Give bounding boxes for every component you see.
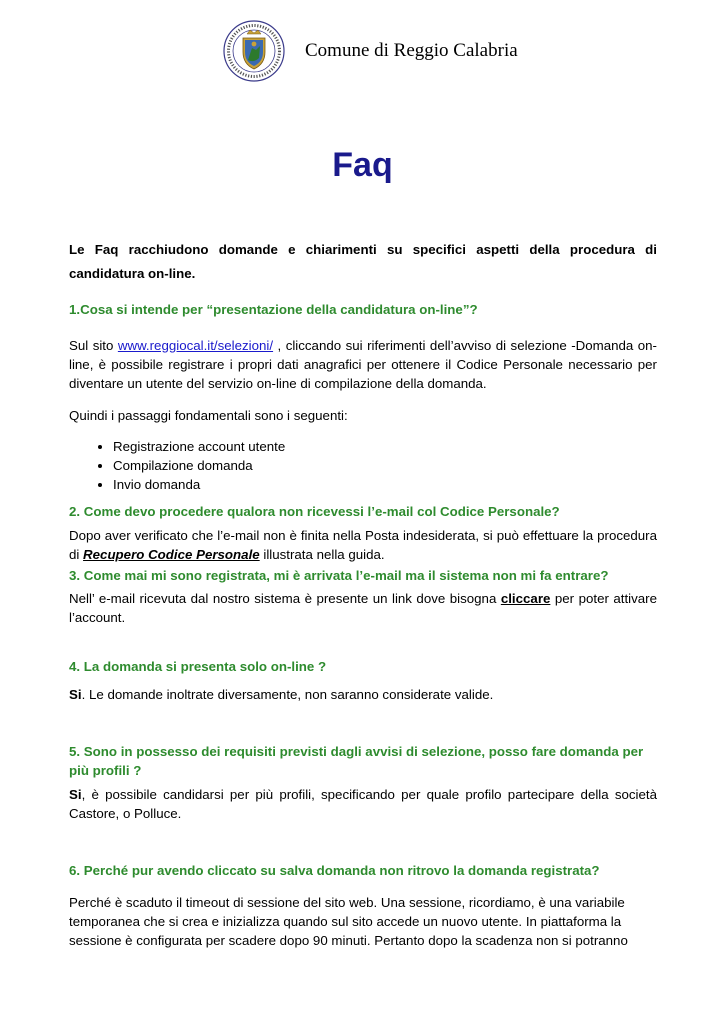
steps-list	[69, 437, 657, 494]
answer-text: , cliccando sui riferimenti dell’avviso di selezione -Domanda on-line, è possibile registrare i propri dati anagrafici per ottenere il Codice Personale necessario per diventare un utente del servizio on-line di compilazione della domanda.	[69, 338, 657, 391]
list-item: • Compilazione domanda	[113, 456, 657, 475]
answer-bold: Si	[69, 787, 82, 802]
faq-answer-3	[69, 589, 657, 627]
answer-emphasis: Recupero Codice Personale	[83, 547, 260, 562]
faq-answer-5	[69, 785, 657, 823]
faq-answer-4	[69, 685, 657, 704]
answer-text: illustrata nella guida.	[259, 547, 385, 562]
list-item: • Invio domanda	[113, 475, 657, 494]
answer-emphasis: cliccare	[500, 591, 551, 606]
answer-text: . Le domande inoltrate diversamente, non saranno considerate valide.	[81, 687, 494, 702]
answer-text: Nell’ e-mail ricevuta dal nostro sistema è presente un link dove bisogna	[69, 591, 501, 606]
municipality-name: Comune di Reggio Calabria	[305, 40, 518, 61]
faq-question-1: 1.Cosa si intende per “presentazione della candidatura on-line”?	[69, 302, 478, 317]
faq-question-3: 3. Come mai mi sono registrata, mi è arrivata l’e-mail ma il sistema non mi fa entrare?	[69, 568, 609, 583]
faq-question-6: 6. Perché pur avendo cliccato su salva domanda non ritrovo la domanda registrata?	[69, 863, 600, 878]
intro-text: Le Faq racchiudono domande e chiarimenti su specifici aspetti della procedura di candidatura on-line.	[69, 242, 657, 281]
list-item: • Registrazione account utente	[113, 437, 657, 456]
faq-question-5: 5. Sono in possesso dei requisiti previsti dagli avvisi di selezione, posso fare domanda per più profili ?	[69, 744, 644, 778]
page-header	[223, 20, 533, 84]
page-title: Faq	[332, 146, 393, 184]
municipal-seal-icon	[223, 20, 285, 82]
steps-intro: Quindi i passaggi fondamentali sono i seguenti:	[69, 408, 348, 423]
answer-text: Sul sito	[69, 338, 118, 353]
answer-text: Dopo aver verificato che l’e-mail non è finita nella Posta indesiderata, si può effettuare la procedura di	[69, 528, 657, 562]
selezioni-link[interactable]: www.reggiocal.it/selezioni/	[117, 338, 274, 353]
faq-content	[69, 238, 657, 950]
answer-text: , è possibile candidarsi per più profili, specificando per quale profilo partecipare della società Castore, o Polluce.	[69, 787, 657, 821]
faq-answer-6: Perché è scaduto il timeout di sessione del sito web. Una sessione, ricordiamo, è una variabile temporanea che si crea e inizializza quando sul sito accede un nuovo utente. In piattaforma la sessione è configurata per scadere dopo 90 minuti. Pertanto dopo la scadenza non si potranno	[69, 895, 628, 948]
faq-answer-2	[69, 526, 657, 564]
answer-bold: Si	[69, 687, 82, 702]
faq-answer-1	[69, 336, 657, 393]
answer-text: per poter attivare l’account.	[69, 591, 657, 625]
faq-question-4: 4. La domanda si presenta solo on-line ?	[69, 659, 327, 674]
faq-question-2: 2. Come devo procedere qualora non ricevessi l’e-mail col Codice Personale?	[69, 504, 560, 519]
